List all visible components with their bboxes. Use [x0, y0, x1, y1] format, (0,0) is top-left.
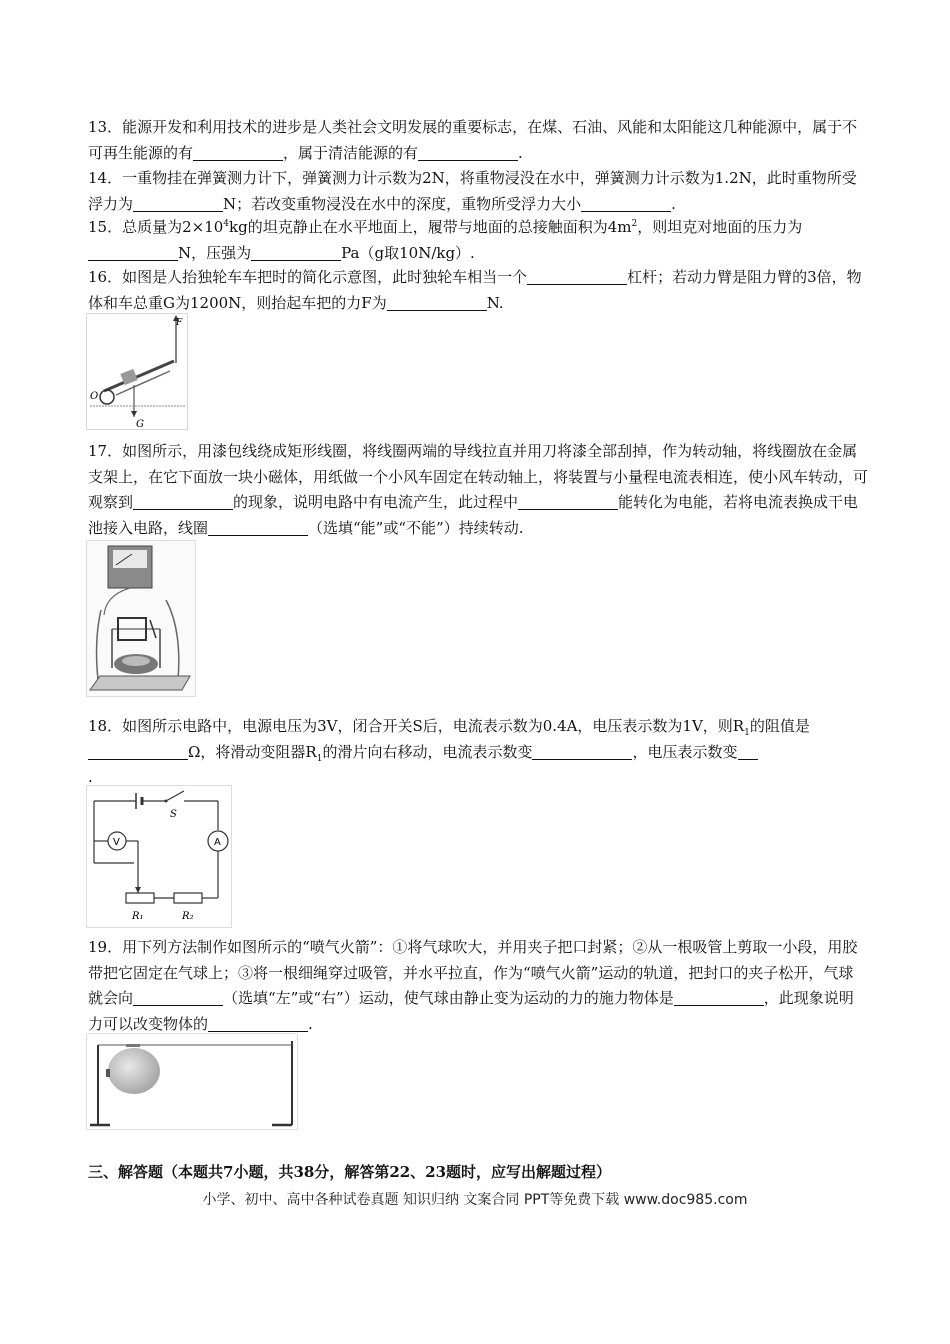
answer-blank[interactable] — [193, 143, 283, 161]
pivot-o-label: O — [90, 391, 99, 402]
answer-blank[interactable] — [208, 1014, 308, 1032]
r2-label: R₂ — [182, 911, 194, 922]
answer-blank[interactable] — [518, 492, 618, 510]
answer-blank[interactable] — [674, 988, 764, 1006]
question-16: 16．如图是人抬独轮车车把时的简化示意图，此时独轮车相当一个 杠杆；若动力臂是阻力臂的3倍，物体和车总重G为1200N，则抬起车把的力F为 N. — [88, 268, 862, 312]
voltmeter-v-label: V — [113, 837, 120, 848]
answer-blank[interactable] — [88, 243, 178, 261]
answer-blank[interactable] — [738, 742, 758, 760]
weight-g-label: G — [136, 419, 144, 430]
r1-label: R₁ — [132, 911, 144, 922]
answer-blank[interactable] — [133, 492, 233, 510]
section-heading: 三、解答题（本题共7小题，共38分，解答第22、23题时，应写出解题过程） — [88, 1163, 612, 1181]
question-15: 15．总质量为$2\times 10^4kg$的坦克静止在水平地面上，履带与地面的总接触面积为$4m^2$，则坦克对地面的压力为N，压强为 Pa（g取10N/kg）. — [88, 218, 803, 262]
wheelbarrow-diagram — [86, 313, 188, 430]
answer-blank[interactable] — [208, 518, 308, 536]
question-17: 17．如图所示，用漆包线绕成矩形线圈，将线圈两端的导线拉直并用刀将漆全部刮掉，作为转动轴，将线圈放在金属支架上，在它下面放一块小磁体，用纸做一个小风车固定在转动轴上，将装置与小量程电流表相连，使小风车转动，可观察到 的现象，说明电路中有电流产生，此过程中 能转化为电能，若将电流表换成干电池接入电路，线圈 （选填“能”或“不能”）持续转动. — [88, 442, 869, 537]
answer-blank[interactable] — [133, 988, 223, 1006]
question-18: 18．如图所示电路中，电源电压为3V，闭合开关S后，电流表示数为0.4A，电压表示数为1V，则$R_1$的阻值是Ω，将滑动变阻器$R_1$的滑片向右移动，电流表示数变 ，电压表示数变 . — [88, 717, 810, 786]
question-13: 13．能源开发和利用技术的进步是人类社会文明发展的重要标志，在煤、石油、风能和太阳能这几种能源中，属于不可再生能源的有 ，属于清洁能源的有 . — [88, 118, 858, 162]
answer-blank[interactable] — [387, 293, 487, 311]
answer-blank[interactable] — [527, 267, 627, 285]
coil-generator-figure — [86, 540, 196, 697]
question-19: 19．用下列方法制作如图所示的“喷气火箭”：①将气球吹大，并用夹子把口封紧；②从一根吸管上剪取一小段，用胶带把它固定在气球上；③将一根细绳穿过吸管，并水平拉直，作为“喷气火箭”运动的轨道，把封口的夹子松开，气球就会向 （选填“左”或“右”）运动，使气球由静止变为运动的力的施力物体是 ，此现象说明力可以改变物体的 . — [88, 938, 858, 1033]
answer-blank[interactable] — [581, 194, 671, 212]
question-14: 14．一重物挂在弹簧测力计下，弹簧测力计示数为2N，将重物浸没在水中，弹簧测力计示数为1.2N，此时重物所受浮力为 N；若改变重物浸没在水中的深度，重物所受浮力大小 . — [88, 169, 857, 213]
answer-blank[interactable] — [88, 742, 188, 760]
switch-s-label: S — [170, 809, 177, 820]
circuit-diagram — [86, 785, 232, 928]
force-f-label: F — [176, 318, 183, 328]
answer-blank[interactable] — [532, 742, 632, 760]
answer-blank[interactable] — [418, 143, 518, 161]
answer-blank[interactable] — [133, 194, 223, 212]
page-footer: 小学、初中、高中各种试卷真题 知识归纳 文案合同 PPT等免费下载 www.doc985.com — [202, 1192, 748, 1208]
answer-blank[interactable] — [251, 243, 341, 261]
circuit-figure — [86, 785, 232, 928]
balloon-rocket-diagram — [86, 1033, 298, 1130]
wheelbarrow-figure — [86, 313, 188, 430]
balloon-rocket-figure — [86, 1033, 298, 1130]
ammeter-a-label: A — [214, 837, 221, 848]
coil-generator-photo — [86, 540, 196, 697]
